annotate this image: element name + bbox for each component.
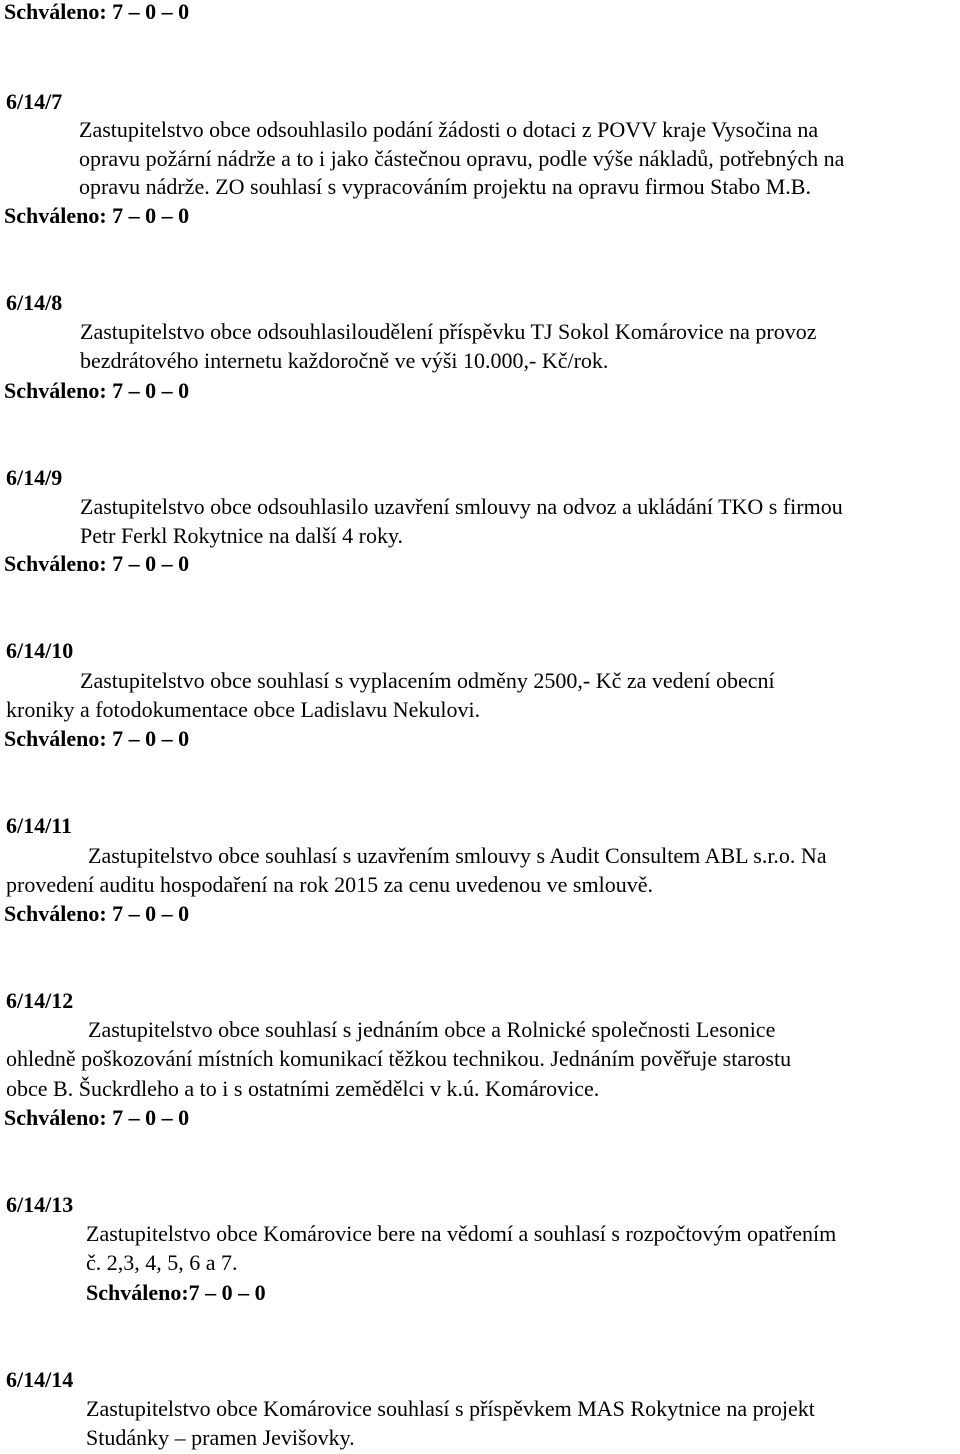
resolution-text-line: provedení auditu hospodaření na rok 2015 za cenu uvedenou ve smlouvě. [6,872,653,897]
resolution-text-line: opravu nádrže. ZO souhlasí s vypracováním projektu na opravu firmou Stabo M.B. [79,174,811,199]
approval-line: Schváleno: 7 – 0 – 0 [4,726,190,751]
resolution-number: 6/14/10 [6,638,74,663]
resolution-number: 6/14/14 [6,1367,74,1392]
resolution-text-line: obce B. Šuckrdleho a to i s ostatními zemědělci v k.ú. Komárovice. [6,1076,600,1101]
resolution-text-line: ohledně poškozování místních komunikací těžkou technikou. Jednáním pověřuje starostu [6,1046,792,1071]
resolution-number: 6/14/9 [6,465,63,490]
resolution-number: 6/14/12 [6,988,74,1013]
approval-line: Schváleno: 7 – 0 – 0 [4,551,190,576]
resolution-text-line: Zastupitelstvo obce souhlasí s uzavřením smlouvy s Audit Consultem ABL s.r.o. Na [88,843,827,868]
resolution-number: 6/14/13 [6,1192,74,1217]
resolution-text-line: Petr Ferkl Rokytnice na další 4 roky. [80,523,404,548]
approval-line: Schváleno: 7 – 0 – 0 [4,203,190,228]
approval-line: Schváleno: 7 – 0 – 0 [4,0,190,24]
approval-line: Schváleno:7 – 0 – 0 [86,1280,266,1305]
approval-line: Schváleno: 7 – 0 – 0 [4,378,190,403]
approval-line: Schváleno: 7 – 0 – 0 [4,901,190,926]
resolution-text-line: Zastupitelstvo obce odsouhlasiloudělení příspěvku TJ Sokol Komárovice na provoz [80,319,817,344]
resolution-text-line: Zastupitelstvo obce odsouhlasilo uzavření smlouvy na odvoz a ukládání TKO s firmou [80,494,843,519]
resolution-text-line: č. 2,3, 4, 5, 6 a 7. [86,1250,238,1275]
resolution-text-line: Zastupitelstvo obce Komárovice souhlasí s příspěvkem MAS Rokytnice na projekt [86,1396,815,1421]
resolution-text-line: Zastupitelstvo obce souhlasí s jednáním obce a Rolnické společnosti Lesonice [88,1017,776,1042]
resolution-number: 6/14/11 [6,813,73,838]
resolution-text-line: bezdrátového internetu každoročně ve výši 10.000,- Kč/rok. [80,348,609,373]
resolution-number: 6/14/7 [6,89,63,114]
resolution-text-line: opravu požární nádrže a to i jako částečnou opravu, podle výše nákladů, potřebných na [79,146,845,171]
resolution-number: 6/14/8 [6,290,63,315]
resolution-text-line: Zastupitelstvo obce Komárovice bere na vědomí a souhlasí s rozpočtovým opatřením [86,1221,837,1246]
resolution-text-line: Zastupitelstvo obce souhlasí s vyplacením odměny 2500,- Kč za vedení obecní [80,668,775,693]
approval-line: Schváleno: 7 – 0 – 0 [4,1105,190,1130]
resolution-text-line: kroniky a fotodokumentace obce Ladislavu Nekulovi. [6,697,481,722]
resolution-text-line: Studánky – pramen Jevišovky. [86,1425,355,1450]
resolution-text-line: Zastupitelstvo obce odsouhlasilo podání žádosti o dotaci z POVV kraje Vysočina na [79,117,819,142]
